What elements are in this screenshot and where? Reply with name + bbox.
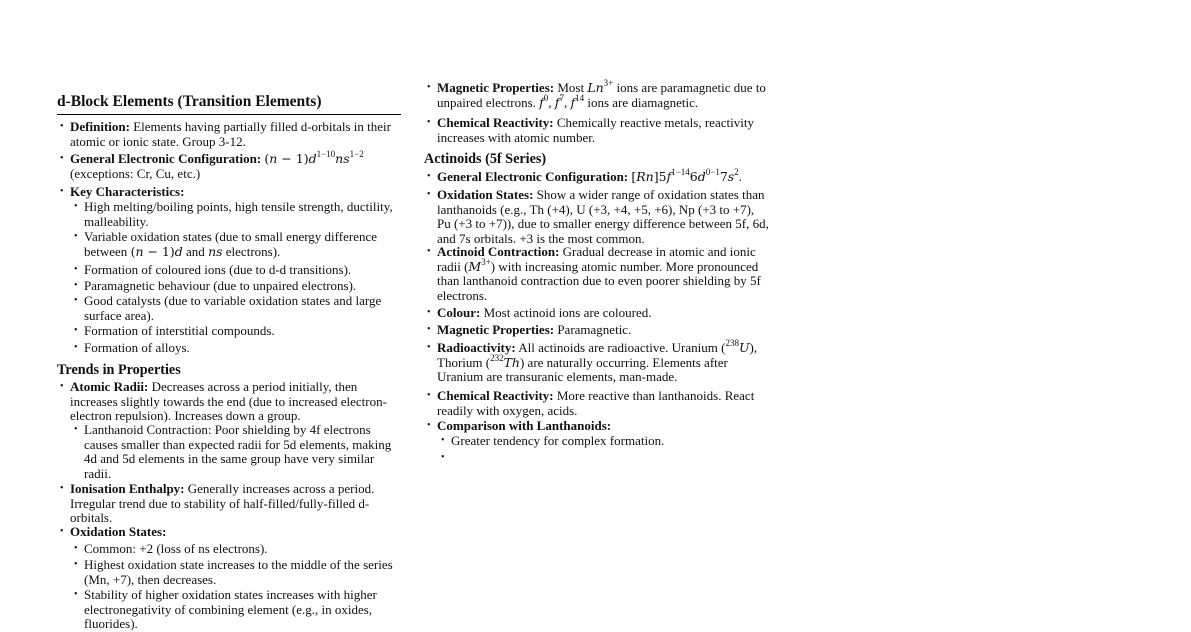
list-item: • Good catalysts (due to variable oxidation states and large surface area). xyxy=(74,293,382,323)
list-item: • Formation of interstitial compounds. xyxy=(74,323,275,338)
list-item-reactivity: • Chemical Reactivity: More reactive than lanthanoids. React readily with oxygen, acids. xyxy=(427,388,755,418)
list-item-key: • Key Characteristics: xyxy=(60,184,185,199)
bullet-icon: • xyxy=(60,153,64,164)
list-item: • Stability of higher oxidation states increases with higher electronegativity of combining element (e.g., in oxides, fluorides). xyxy=(74,587,377,631)
bullet-icon: • xyxy=(60,121,64,132)
list-item: • High melting/boiling points, high tensile strength, ductility, malleability. xyxy=(74,199,393,229)
list-item-reactivity: • Chemical Reactivity: Chemically reactive metals, reactivity increases with atomic number. xyxy=(427,115,754,145)
bullet-icon: • xyxy=(60,186,64,197)
list-item: • Variable oxidation states (due to small energy difference between (n − 1)d and ns electrons). xyxy=(74,229,378,259)
list-item-magnetic: • Magnetic Properties: Paramagnetic. xyxy=(427,322,632,337)
section-title: d-Block Elements (Transition Elements) xyxy=(57,93,401,115)
list-item-radii: • Atomic Radii: Decreases across a period initially, then increases slightly towards the end (due to increased electron-electron repulsion). Increases down a group. xyxy=(60,379,387,423)
list-item: • Lanthanoid Contraction: Poor shielding by 4f electrons causes smaller than expected radii for 5d elements, making 4d and 5d elements in the same group have very similar radii. xyxy=(74,422,392,481)
list-item-radioactivity: • Radioactivity: All actinoids are radioactive. Uranium ($^{238}$U), Thorium ($^{232}$Th) are naturally occurring. Elements after Uranium are transuranic elements, man-made. xyxy=(427,338,758,384)
section-heading: Trends in Properties xyxy=(57,362,181,378)
list-item-config: • General Electronic Configuration: $(n - 1)d^{1-10}ns^{1-2}$ (exceptions: Cr, Cu, etc.) xyxy=(60,149,364,181)
list-item-comparison: • Comparison with Lanthanoids: xyxy=(427,418,612,433)
section-heading: Actinoids (5f Series) xyxy=(424,151,547,167)
list-item-ionisation: • Ionisation Enthalpy: Generally increases across a period. Irregular trend due to stability of half-filled/fully-filled d-orbitals. xyxy=(60,481,375,525)
list-item: • Highest oxidation state increases to the middle of the series (Mn, +7), then decreases. xyxy=(74,557,393,587)
config-formula: $[Rn]5f^{1-14}6d^{0-1}7s^2$. xyxy=(631,167,742,184)
list-item: • Greater tendency for complex formation. xyxy=(441,433,665,448)
list-item-colour: • Colour: Most actinoid ions are coloured. xyxy=(427,305,652,320)
list-item: • Paramagnetic behaviour (due to unpaired electrons). xyxy=(74,278,357,293)
list-item-contraction: • Actinoid Contraction: Gradual decrease in atomic and ionic radii $(M^{3+})$ with increasing atomic number. More pronounced than lanthanoid contraction due to even poorer shielding by 5f electrons. xyxy=(427,244,761,303)
list-item: • Formation of alloys. xyxy=(74,340,190,355)
list-item: • Formation of coloured ions (due to d-d transitions). xyxy=(74,262,352,277)
list-item-oxidation: • Oxidation States: xyxy=(60,524,167,539)
list-item-magnetic: • Magnetic Properties: Most $Ln^{3+}$ ions are paramagnetic due to unpaired electrons. $f^0$, $f^7$, $f^{14}$ ions are diamagnetic. xyxy=(427,78,766,110)
list-item-oxidation: • Oxidation States: Show a wider range of oxidation states than lanthanoids (e.g., Th (+4), U (+3, +4, +5, +6), Np (+3 to +7), Pu (+3 to +7)), due to smaller energy difference between 5f, 6d, and 7s orbitals. +3 is the most common. xyxy=(427,187,769,246)
list-item-definition: • Definition: Elements having partially filled d-orbitals in their atomic or ionic state. Group 3-12. xyxy=(60,119,391,149)
list-item-config: • General Electronic Configuration: $[Rn]5f^{1-14}6d^{0-1}7s^2$. xyxy=(427,167,742,184)
config-formula: $(n - 1)d^{1-10}ns^{1-2}$ xyxy=(264,149,364,166)
list-item: • Common: +2 (loss of ns electrons). xyxy=(74,541,268,556)
